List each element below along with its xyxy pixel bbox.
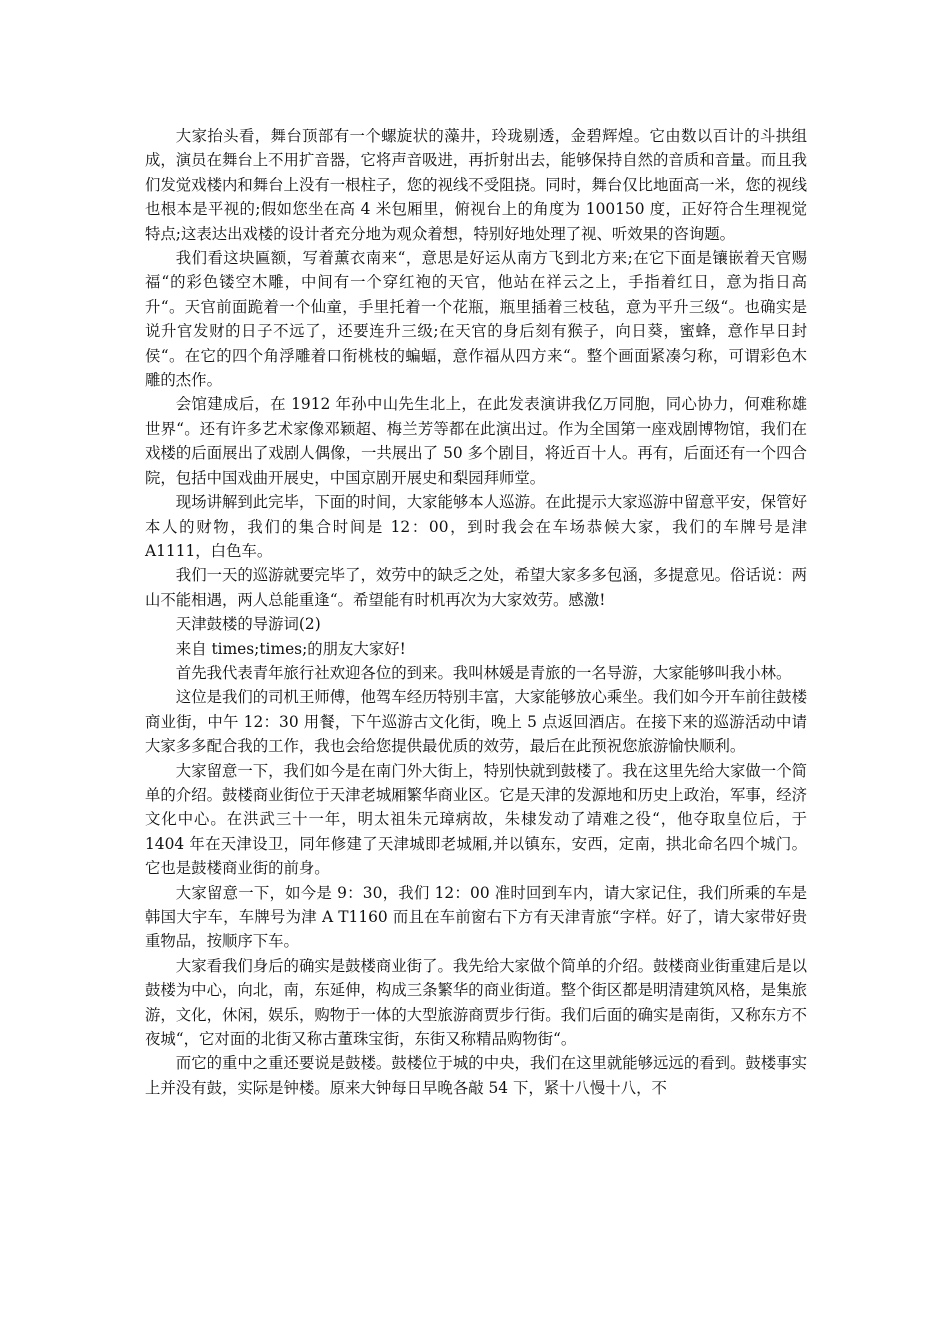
paragraph-street-intro: 大家看我们身后的确实是鼓楼商业街了。我先给大家做个简单的介绍。鼓楼商业街重建后是以鼓楼为中心，向北，南，东延伸，构成三条繁华的商业街道。整个街区都是明清建筑风格，是集旅游，文化，休闲，娱乐，购物于一体的大型旅游商贾步行街。我们后面的确实是南街，又称东方不夜城“，它对面的北街又称古董珠宝街，东街又称精品购物街“。 (145, 956, 807, 1049)
section-title: 天津鼓楼的导游词(2) (175, 615, 321, 634)
document-body (145, 124, 807, 1100)
paragraph-farewell: 我们一天的巡游就要完毕了，效劳中的缺乏之处，希望大家多多包涵，多提意见。俗话说：两山不能相遇，两人总能重逢“。希望能有时机再次为大家效劳。感激! (145, 566, 807, 609)
paragraph-drum-tower: 而它的重中之重还要说是鼓楼。鼓楼位于城的中央，我们在这里就能够远远的看到。鼓楼事实上并没有鼓，实际是钟楼。原来大钟每日早晚各敲 54 下，紧十八慢十八，不 (145, 1054, 807, 1097)
paragraph-guild-hall-history: 会馆建成后，在 1912 年孙中山先生北上，在此发表演讲我亿万同胞，同心协力，何难称雄世界“。还有许多艺术家像邓颖超、梅兰芳等都在此演出过。作为全国第一座戏剧博物馆，我们在戏楼的后面展出了戏剧人偶像，一共展出了 50 多个剧目，将近百十人。再有，后面还有一个四合院，包括中国戏曲开展史，中国京剧开展史和梨园拜师堂。 (145, 395, 807, 487)
paragraph-free-tour: 现场讲解到此完毕，下面的时间，大家能够本人巡游。在此提示大家巡游中留意平安，保管好本人的财物，我们的集合时间是 12：00，到时我会在车场恭候大家，我们的车牌号是津 A1111，白色车。 (145, 493, 807, 560)
paragraph-driver-schedule: 这位是我们的司机王师傅，他驾车经历特别丰富，大家能够放心乘坐。我们如今开车前往鼓楼商业街，中午 12：30 用餐，下午巡游古文化街，晚上 5 点返回酒店。在接下来的巡游活动中请大家多多配合我的工作，我也会给您提供最优质的效劳，最后在此预祝您旅游愉快顺利。 (145, 688, 807, 756)
paragraph-gulou-intro: 大家留意一下，我们如今是在南门外大街上，特别快就到鼓楼了。我在这里先给大家做一个简单的介绍。鼓楼商业街位于天津老城厢繁华商业区。它是天津的发源地和历史上政治，军事，经济文化中心。在洪武三十一年，明太祖朱元璋病故，朱棣发动了靖难之役“，他夺取皇位后，于 1404 年在天津设卫，同年修建了天津城即老城厢,并以镇东，安西，定南，拱北命名四个城门。它也是鼓楼商业街的前身。 (145, 761, 807, 878)
paragraph-stage-caisson: 大家抬头看，舞台顶部有一个螺旋状的藻井，玲珑剔透，金碧辉煌。它由数以百计的斗拱组成，演员在舞台上不用扩音器，它将声音吸进，再折射出去，能够保持自然的音质和音量。而且我们发觉戏楼内和舞台上没有一根柱子，您的视线不受阻挠。同时，舞台仅比地面高一米，您的视线也根本是平视的;假如您坐在高 4 米包厢里，俯视台上的角度为 100150 度，正好符合生理视觉特点;这表达出戏楼的设计者充分地为观众着想，特别好地处理了视、听效果的咨询题。 (145, 127, 807, 243)
greeting-line: 来自 times;times;的朋友大家好! (175, 639, 406, 658)
paragraph-bus-reminder: 大家留意一下，如今是 9：30，我们 12：00 准时回到车内，请大家记住，我们所乘的车是韩国大宇车，车牌号为津 A T1160 而且在车前窗右下方有天津青旅“字样。好了，请大家带好贵重物品，按顺序下车。 (145, 883, 807, 951)
paragraph-welcome: 首先我代表青年旅行社欢迎各位的到来。我叫林媛是青旅的一名导游，大家能够叫我小林。 (175, 663, 792, 682)
paragraph-plaque: 我们看这块匾额，写着薰衣南来“，意思是好运从南方飞到北方来;在它下面是镶嵌着天官赐福“的彩色镂空木雕，中间有一个穿红袍的天官，他站在祥云之上，手指着红日，意为指日高升“。天官前面跪着一个仙童，手里托着一个花瓶，瓶里插着三枝毡，意为平升三级“。也确实是说升官发财的日子不远了，还要连升三级;在天官的身后刻有猴子，向日葵，蜜蜂，意作早日封侯“。在它的四个角浮雕着口衔桃枝的蝙蝠，意作福从四方来“。整个画面紧凑匀称，可谓彩色木雕的杰作。 (145, 249, 807, 390)
